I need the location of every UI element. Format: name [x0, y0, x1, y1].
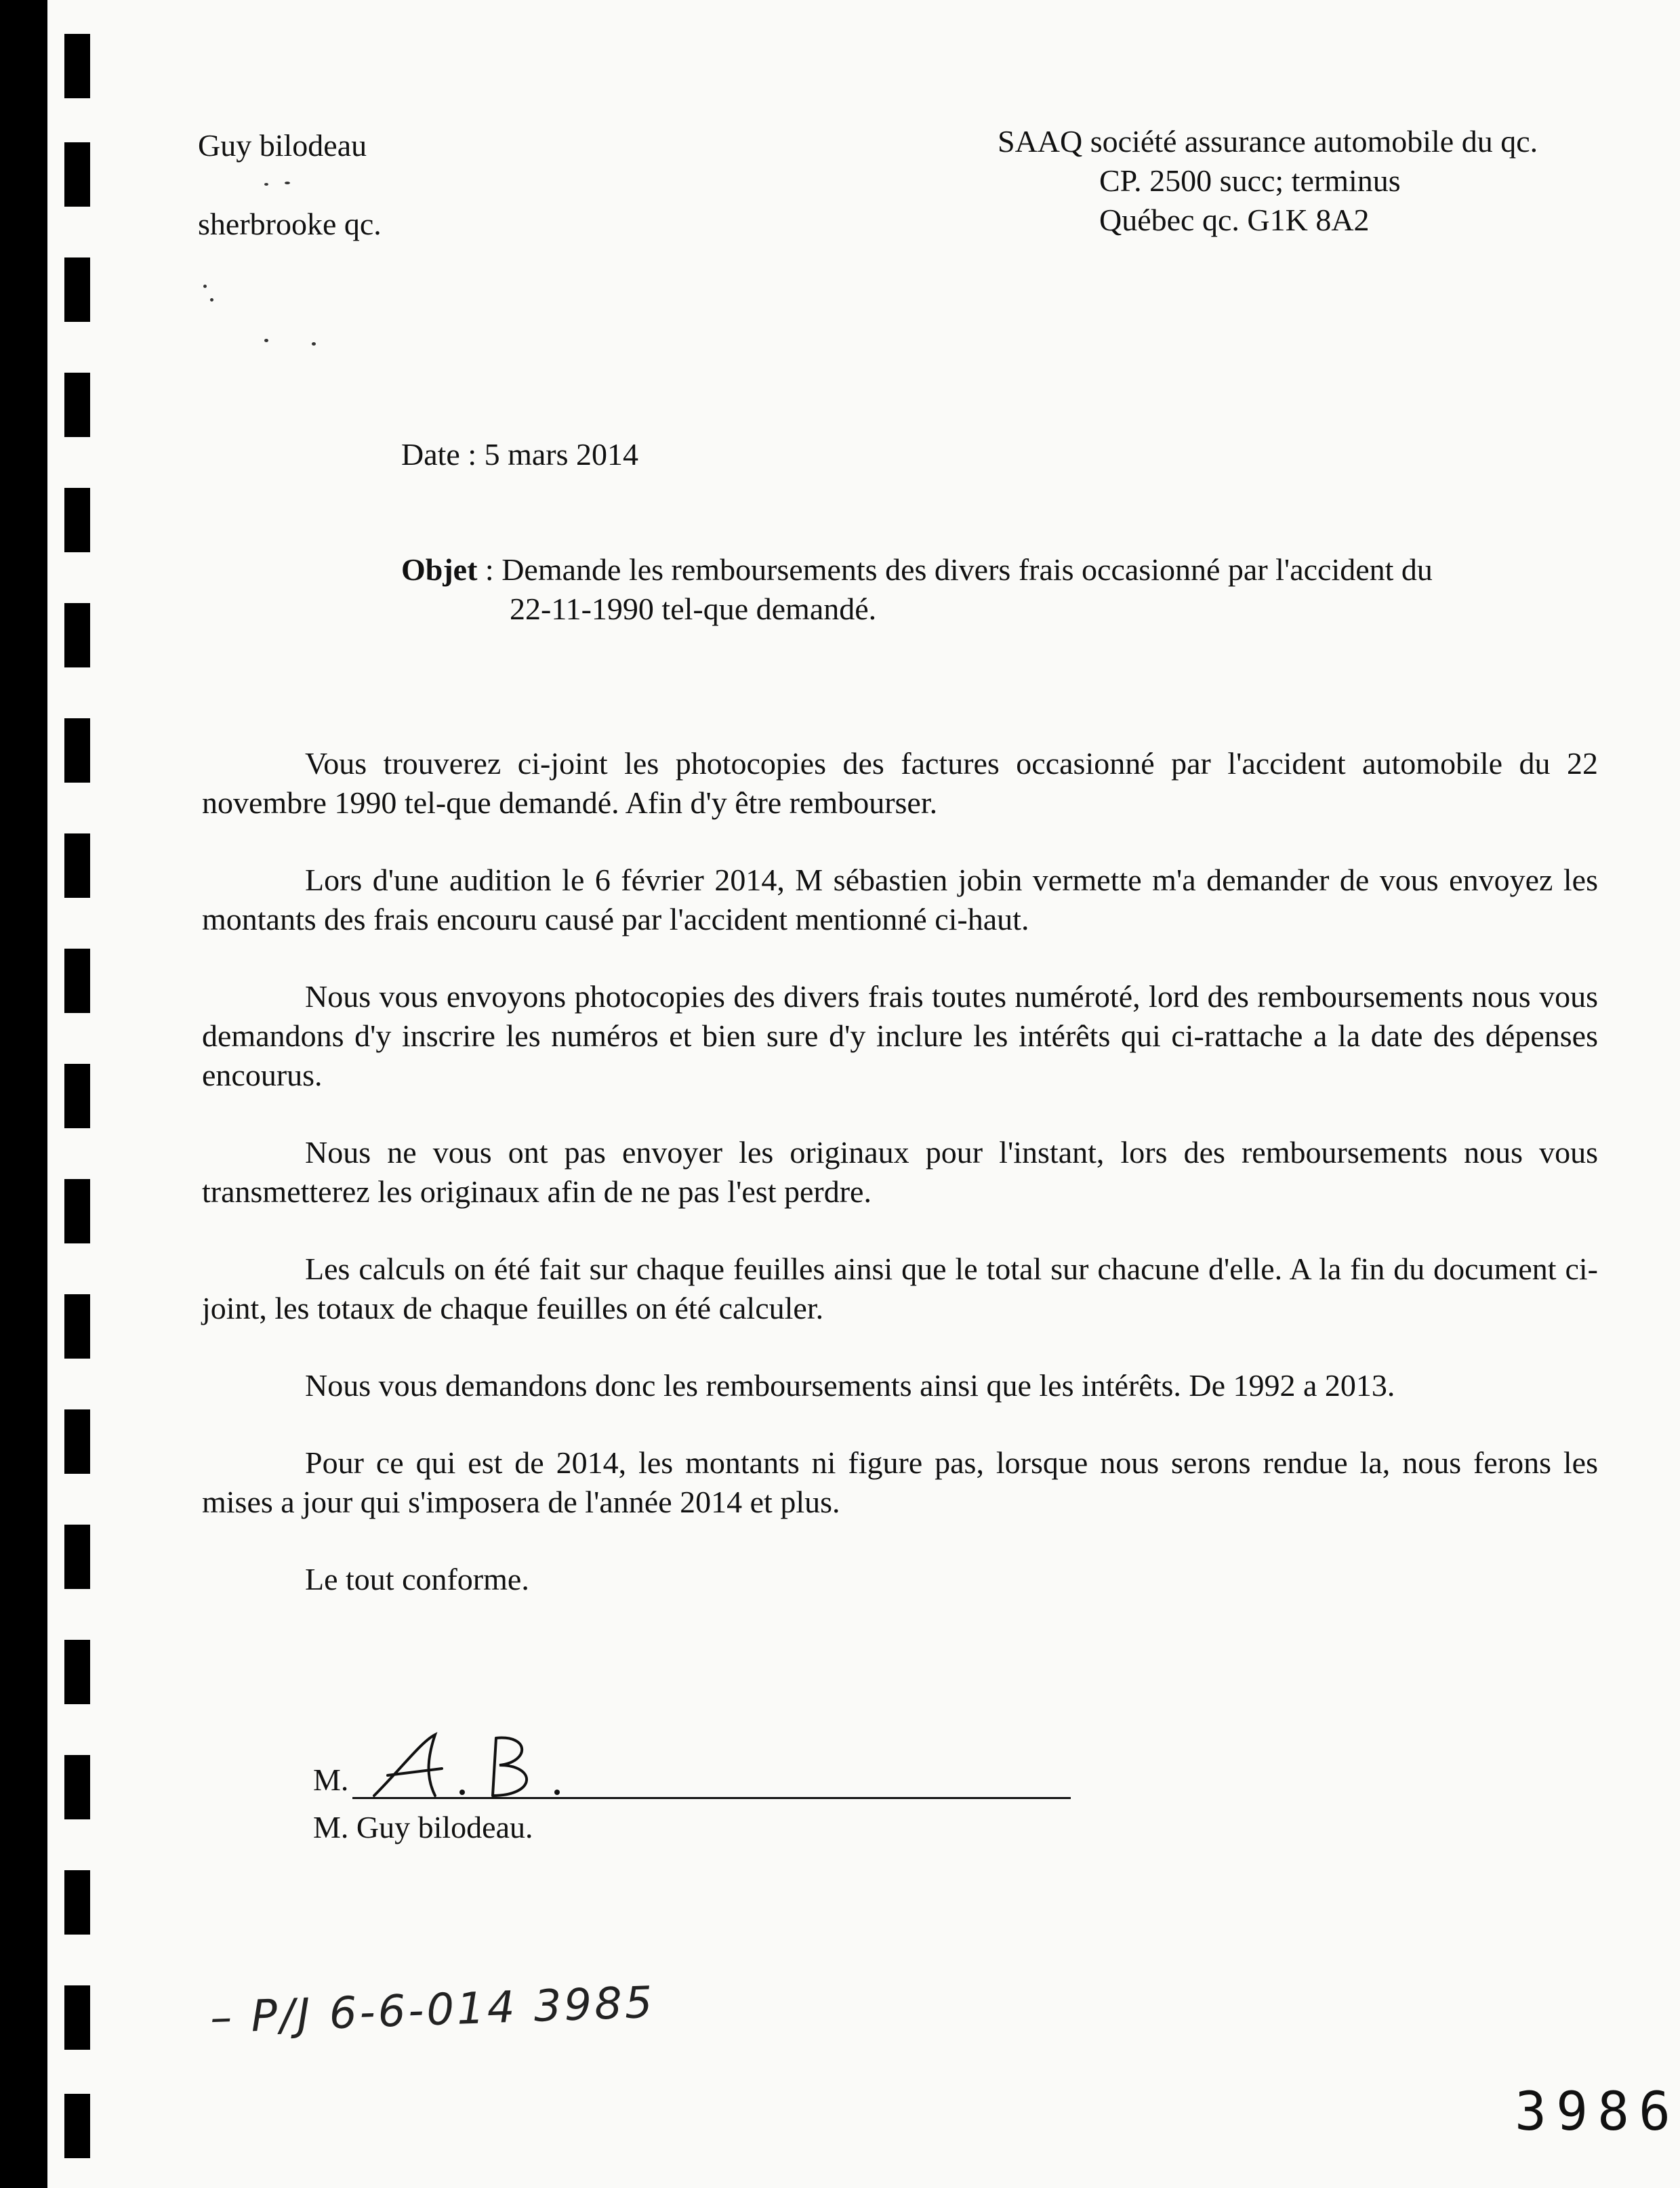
letter-date: Date : 5 mars 2014 — [401, 437, 639, 472]
margin-mark — [64, 1755, 90, 1819]
scan-speck — [312, 342, 316, 346]
subject-line-1: Demande les remboursements des divers frais occasionné par l'accident du — [501, 552, 1433, 587]
margin-mark — [64, 2094, 90, 2158]
letter-subject — [401, 550, 1567, 629]
margin-mark — [64, 718, 90, 783]
handwritten-reference-note: – P/J 6-6-014 3985 — [209, 1977, 656, 2044]
signer-name: M. Guy bilodeau. — [313, 1810, 533, 1844]
margin-mark — [64, 1870, 90, 1935]
margin-mark — [64, 1525, 90, 1589]
handwritten-signature — [361, 1728, 577, 1809]
margin-mark — [64, 949, 90, 1013]
recipient-line-1: SAAQ société assurance automobile du qc. — [998, 124, 1538, 159]
recipient-line-2: CP. 2500 succ; terminus — [1099, 163, 1401, 198]
scan-edge-strip — [0, 0, 47, 2188]
body-paragraph: Les calculs on été fait sur chaque feuilles ainsi que le total sur chacune d'elle. A la fin du document ci-joint, les totaux de chaque feuilles on été calculer. — [202, 1252, 1598, 1325]
margin-mark — [64, 1064, 90, 1128]
subject-line-2: 22-11-1990 tel-que demandé. — [510, 592, 877, 626]
sender-address — [198, 126, 382, 244]
subject-separator: : — [477, 552, 502, 587]
scan-speck — [210, 298, 213, 302]
scan-speck — [264, 339, 268, 342]
margin-mark — [64, 1179, 90, 1243]
margin-mark — [64, 1409, 90, 1474]
body-paragraph: Pour ce qui est de 2014, les montants ni figure pas, lorsque nous serons rendue la, nous ferons les mises a jour qui s'imposera de l'année 2014 et plus. — [202, 1445, 1598, 1519]
closing-line: Le tout conforme. — [305, 1562, 529, 1596]
page-number: 3986 — [1515, 2082, 1680, 2143]
margin-mark — [64, 373, 90, 437]
sender-name: Guy bilodeau — [198, 128, 367, 163]
margin-mark — [64, 488, 90, 552]
body-paragraph: Nous vous demandons donc les remboursements ainsi que les intérêts. De 1992 a 2013. — [305, 1368, 1395, 1403]
margin-mark — [64, 1640, 90, 1704]
margin-mark — [64, 142, 90, 207]
body-paragraph: Nous vous envoyons photocopies des divers frais toutes numéroté, lord des remboursements nous vous demandons d'y inscrire les numéros et bien sure d'y inclure les intérêts qui ci-rattache a la date des dépenses encourus. — [202, 979, 1598, 1092]
margin-mark — [64, 34, 90, 98]
recipient-line-3: Québec qc. G1K 8A2 — [1099, 203, 1370, 237]
margin-mark — [64, 257, 90, 322]
margin-mark — [64, 1294, 90, 1359]
margin-mark — [64, 603, 90, 667]
body-paragraph: Nous ne vous ont pas envoyer les originaux pour l'instant, lors des remboursements nous vous transmetterez les originaux afin de ne pas l'est perdre. — [202, 1135, 1598, 1209]
signature-prefix: M. — [313, 1762, 349, 1797]
subject-label: Objet — [401, 552, 478, 587]
scan-speck — [203, 285, 207, 288]
recipient-address — [998, 122, 1538, 240]
sender-city: sherbrooke qc. — [198, 207, 382, 241]
margin-mark — [64, 833, 90, 898]
margin-mark — [64, 1985, 90, 2050]
letter-body — [202, 744, 1598, 1599]
body-paragraph: Lors d'une audition le 6 février 2014, M sébastien jobin vermette m'a demander de vous envoyez les montants des frais encouru causé par l'accident mentionné ci-haut. — [202, 863, 1598, 936]
body-paragraph: Vous trouverez ci-joint les photocopies des factures occasionné par l'accident automobile du 22 novembre 1990 tel-que demandé. Afin d'y être rembourser. — [202, 746, 1598, 820]
